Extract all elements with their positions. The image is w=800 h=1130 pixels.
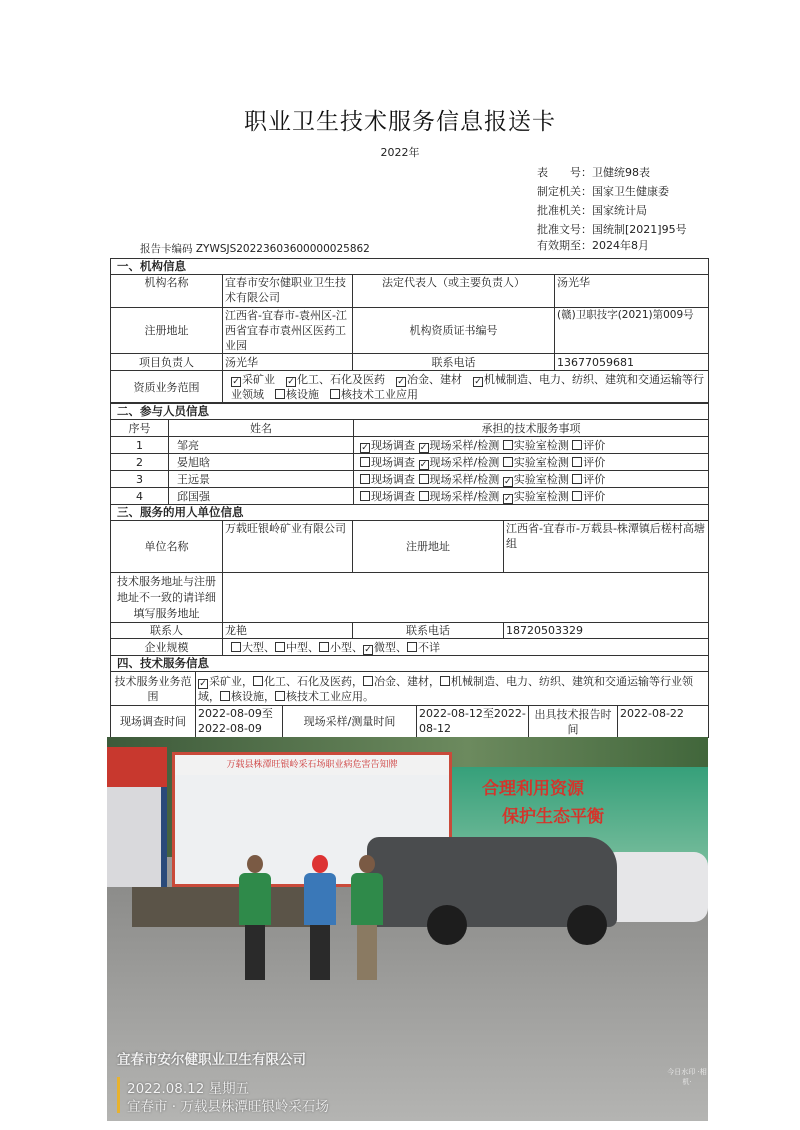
site-photo bbox=[107, 737, 708, 1121]
checkbox-label: 现场采样/检测 bbox=[429, 455, 500, 469]
svc-scope-label: 技术服务业务范围 bbox=[111, 672, 196, 706]
staff-name: 晏旭晗 bbox=[169, 454, 354, 471]
staff-table bbox=[110, 402, 709, 505]
checkbox-label: 采矿业 bbox=[242, 373, 275, 386]
checkbox-label: 核设施 bbox=[231, 689, 264, 703]
checkbox-label: 实验室检测 bbox=[513, 489, 569, 503]
checkbox-label: 核技术工业应用。 bbox=[286, 689, 374, 703]
checkbox[interactable] bbox=[275, 642, 285, 652]
checkbox[interactable] bbox=[330, 389, 340, 399]
person bbox=[237, 855, 271, 985]
checkbox-label: 冶金、建材 bbox=[374, 674, 429, 688]
checkbox[interactable] bbox=[360, 474, 370, 484]
staff-no: 2 bbox=[111, 454, 169, 471]
addr: 江西省-宜春市-袁州区-江西省宜春市袁州区医药工业园 bbox=[223, 308, 353, 354]
staff-no: 1 bbox=[111, 437, 169, 454]
scope-label: 资质业务范围 bbox=[111, 371, 223, 404]
checkbox[interactable] bbox=[363, 676, 373, 686]
checkbox[interactable] bbox=[572, 440, 582, 450]
checkbox-label: 小型 bbox=[330, 640, 352, 654]
client-table bbox=[110, 504, 709, 656]
checkbox-label: 机械制造、电力、纺织、建筑和交通运输等行业领域 bbox=[231, 373, 704, 401]
checkbox[interactable] bbox=[275, 691, 285, 701]
addr-label: 注册地址 bbox=[111, 308, 223, 354]
checkbox-label: 评价 bbox=[583, 489, 606, 503]
staff-no: 4 bbox=[111, 488, 169, 505]
meta-valid: 有效期至：2024年8月 bbox=[537, 239, 649, 252]
staff-row bbox=[111, 437, 709, 454]
checkbox[interactable]: ✓ bbox=[397, 377, 405, 387]
org-name: 宜春市安尔健职业卫生技术有限公司 bbox=[223, 275, 353, 308]
pm: 汤光华 bbox=[223, 354, 353, 371]
checkbox-label: 核设施 bbox=[286, 388, 319, 401]
sample-time: 2022-08-12至2022-08-12 bbox=[417, 706, 529, 738]
checkbox[interactable]: ✓ bbox=[232, 377, 240, 387]
col-items: 承担的技术服务事项 bbox=[354, 420, 709, 437]
section-2-header: 二、参与人员信息 bbox=[111, 403, 709, 420]
sample-label: 现场采样/测量时间 bbox=[283, 706, 417, 738]
phone-label: 联系电话 bbox=[353, 354, 555, 371]
checkbox-label: 现场调查 bbox=[371, 438, 415, 452]
watermark-company: 宜春市安尔健职业卫生有限公司 bbox=[117, 1052, 306, 1068]
watermark-app-stamp: 今日水印 ·相机· bbox=[667, 1068, 707, 1086]
legal: 汤光华 bbox=[555, 275, 709, 308]
checkbox-label: 化工、石化及医药 bbox=[264, 674, 352, 688]
checkbox[interactable]: ✓ bbox=[503, 476, 512, 487]
safety-sign bbox=[107, 747, 167, 887]
org-info-table bbox=[110, 258, 709, 404]
staff-row bbox=[111, 488, 709, 505]
watermark-date: 2022.08.12 星期五 bbox=[127, 1081, 250, 1097]
wheel bbox=[567, 905, 607, 945]
checkbox-label: 机械制造、电力、纺织、建筑和交通运输等行业领域 bbox=[198, 674, 693, 703]
checkbox[interactable] bbox=[419, 491, 429, 501]
meta-approval-no: 批准文号：国统制[2021]95号 bbox=[537, 223, 687, 236]
report-label: 出具技术报告时间 bbox=[529, 706, 618, 738]
checkbox[interactable] bbox=[407, 642, 417, 652]
checkbox[interactable]: ✓ bbox=[364, 644, 372, 655]
report-code: 报告卡编码 ZYWSJS20223603600000025862 bbox=[140, 243, 370, 255]
checkbox-label: 现场采样/检测 bbox=[429, 489, 500, 503]
checkbox-label: 评价 bbox=[583, 438, 606, 452]
checkbox[interactable] bbox=[360, 457, 370, 467]
person bbox=[349, 855, 383, 985]
checkbox[interactable] bbox=[419, 474, 429, 484]
page-title: 职业卫生技术服务信息报送卡 bbox=[244, 109, 556, 135]
col-name: 姓名 bbox=[169, 420, 354, 437]
section-1-header: 一、机构信息 bbox=[111, 259, 709, 275]
staff-items bbox=[354, 471, 709, 488]
checkbox-label: 现场采样/检测 bbox=[429, 472, 500, 486]
checkbox-label: 核技术工业应用 bbox=[341, 388, 418, 401]
checkbox-label: 不详 bbox=[418, 640, 440, 654]
svc-scope-checks: ✓ 采矿业， 化工、石化及医药， 冶金、建材， 机械制造、电力、纺织、建筑和交通运输等行业领域， 核设施， 核技术工业应用。 bbox=[196, 672, 709, 706]
checkbox[interactable] bbox=[572, 491, 582, 501]
legal-label: 法定代表人（或主要负责人） bbox=[353, 275, 555, 308]
unit-label: 单位名称 bbox=[111, 521, 223, 573]
checkbox-label: 中型 bbox=[286, 640, 308, 654]
staff-items bbox=[354, 488, 709, 505]
checkbox[interactable] bbox=[503, 440, 513, 450]
size-label: 企业规模 bbox=[111, 639, 223, 656]
checkbox-label: 实验室检测 bbox=[513, 438, 569, 452]
checkbox-label: 微型 bbox=[374, 640, 396, 654]
svc-addr bbox=[223, 573, 709, 623]
checkbox[interactable] bbox=[440, 676, 450, 686]
checkbox-label: 冶金、建材 bbox=[407, 373, 462, 386]
staff-name: 邹亮 bbox=[169, 437, 354, 454]
checkbox-label: 实验室检测 bbox=[513, 472, 569, 486]
org-name-label: 机构名称 bbox=[111, 275, 223, 308]
unit: 万载旺银岭矿业有限公司 bbox=[223, 521, 353, 573]
client-phone-label: 联系电话 bbox=[353, 623, 504, 639]
cert: (赣)卫职技字(2021)第009号 bbox=[555, 308, 709, 354]
service-table bbox=[110, 655, 709, 738]
checkbox[interactable] bbox=[572, 474, 582, 484]
checkbox[interactable]: ✓ bbox=[287, 377, 295, 387]
checkbox-label: 现场调查 bbox=[371, 472, 415, 486]
checkbox[interactable] bbox=[319, 642, 329, 652]
checkbox[interactable]: ✓ bbox=[419, 459, 428, 470]
checkbox[interactable]: ✓ bbox=[199, 678, 207, 689]
hazard-notice-board: 万载县株潭旺银岭采石场职业病危害告知牌 bbox=[172, 752, 452, 887]
staff-row bbox=[111, 454, 709, 471]
section-4-header: 四、技术服务信息 bbox=[111, 656, 709, 672]
survey-label: 现场调查时间 bbox=[111, 706, 196, 738]
checkbox[interactable] bbox=[503, 457, 513, 467]
watermark-place: 宜春市 · 万载县株潭旺银岭采石场 bbox=[127, 1099, 329, 1115]
checkbox[interactable]: ✓ bbox=[474, 377, 482, 387]
checkbox-label: 实验室检测 bbox=[513, 455, 569, 469]
meta-approver: 批准机关：国家统计局 bbox=[537, 204, 647, 217]
checkbox[interactable] bbox=[253, 676, 263, 686]
size-checks: 大型、 中型、 小型、✓ 微型、 不详 bbox=[223, 639, 709, 656]
checkbox[interactable] bbox=[572, 457, 582, 467]
checkbox-label: 现场调查 bbox=[371, 489, 415, 503]
checkbox-label: 评价 bbox=[583, 455, 606, 469]
survey-time: 2022-08-09至2022-08-09 bbox=[196, 706, 283, 738]
phone: 13677059681 bbox=[555, 354, 709, 371]
white-car bbox=[602, 852, 708, 922]
slogan-line-2: 保护生态平衡 bbox=[502, 807, 604, 827]
contact: 龙艳 bbox=[223, 623, 353, 639]
checkbox[interactable] bbox=[360, 491, 370, 501]
staff-name: 王远景 bbox=[169, 471, 354, 488]
checkbox[interactable] bbox=[231, 642, 241, 652]
staff-items bbox=[354, 454, 709, 471]
checkbox[interactable] bbox=[220, 691, 230, 701]
scope-checks bbox=[223, 371, 709, 404]
client-addr-label: 注册地址 bbox=[353, 521, 504, 573]
contact-label: 联系人 bbox=[111, 623, 223, 639]
checkbox-label: 现场采样/检测 bbox=[429, 438, 500, 452]
checkbox-label: 化工、石化及医药 bbox=[297, 373, 385, 386]
pm-label: 项目负责人 bbox=[111, 354, 223, 371]
cert-label: 机构资质证书编号 bbox=[353, 308, 555, 354]
watermark-bar bbox=[117, 1077, 120, 1113]
client-phone: 18720503329 bbox=[504, 623, 709, 639]
meta-issuer: 制定机关：国家卫生健康委 bbox=[537, 185, 669, 198]
checkbox-label: 采矿业 bbox=[209, 674, 242, 688]
staff-items bbox=[354, 437, 709, 454]
report-time: 2022-08-22 bbox=[618, 706, 709, 738]
section-3-header: 三、服务的用人单位信息 bbox=[111, 505, 709, 521]
person bbox=[302, 855, 336, 985]
checkbox-label: 现场调查 bbox=[371, 455, 415, 469]
staff-name: 邱国强 bbox=[169, 488, 354, 505]
checkbox[interactable]: ✓ bbox=[503, 493, 512, 504]
year: 2022年 bbox=[380, 146, 420, 159]
checkbox-label: 大型 bbox=[242, 640, 264, 654]
wheel bbox=[427, 905, 467, 945]
svc-addr-label: 技术服务地址与注册地址不一致的请详细填写服务地址 bbox=[111, 573, 223, 623]
checkbox[interactable] bbox=[275, 389, 285, 399]
slogan-line-1: 合理利用资源 bbox=[482, 779, 584, 799]
checkbox[interactable]: ✓ bbox=[419, 442, 428, 453]
col-no: 序号 bbox=[111, 420, 169, 437]
meta-form-no: 表 号：卫健统98表 bbox=[537, 166, 650, 179]
checkbox[interactable]: ✓ bbox=[361, 442, 369, 453]
checkbox-label: 评价 bbox=[583, 472, 606, 486]
stone-wall bbox=[132, 887, 312, 927]
staff-row bbox=[111, 471, 709, 488]
staff-no: 3 bbox=[111, 471, 169, 488]
client-addr: 江西省-宜春市-万载县-株潭镇后槎村高塘组 bbox=[504, 521, 709, 573]
